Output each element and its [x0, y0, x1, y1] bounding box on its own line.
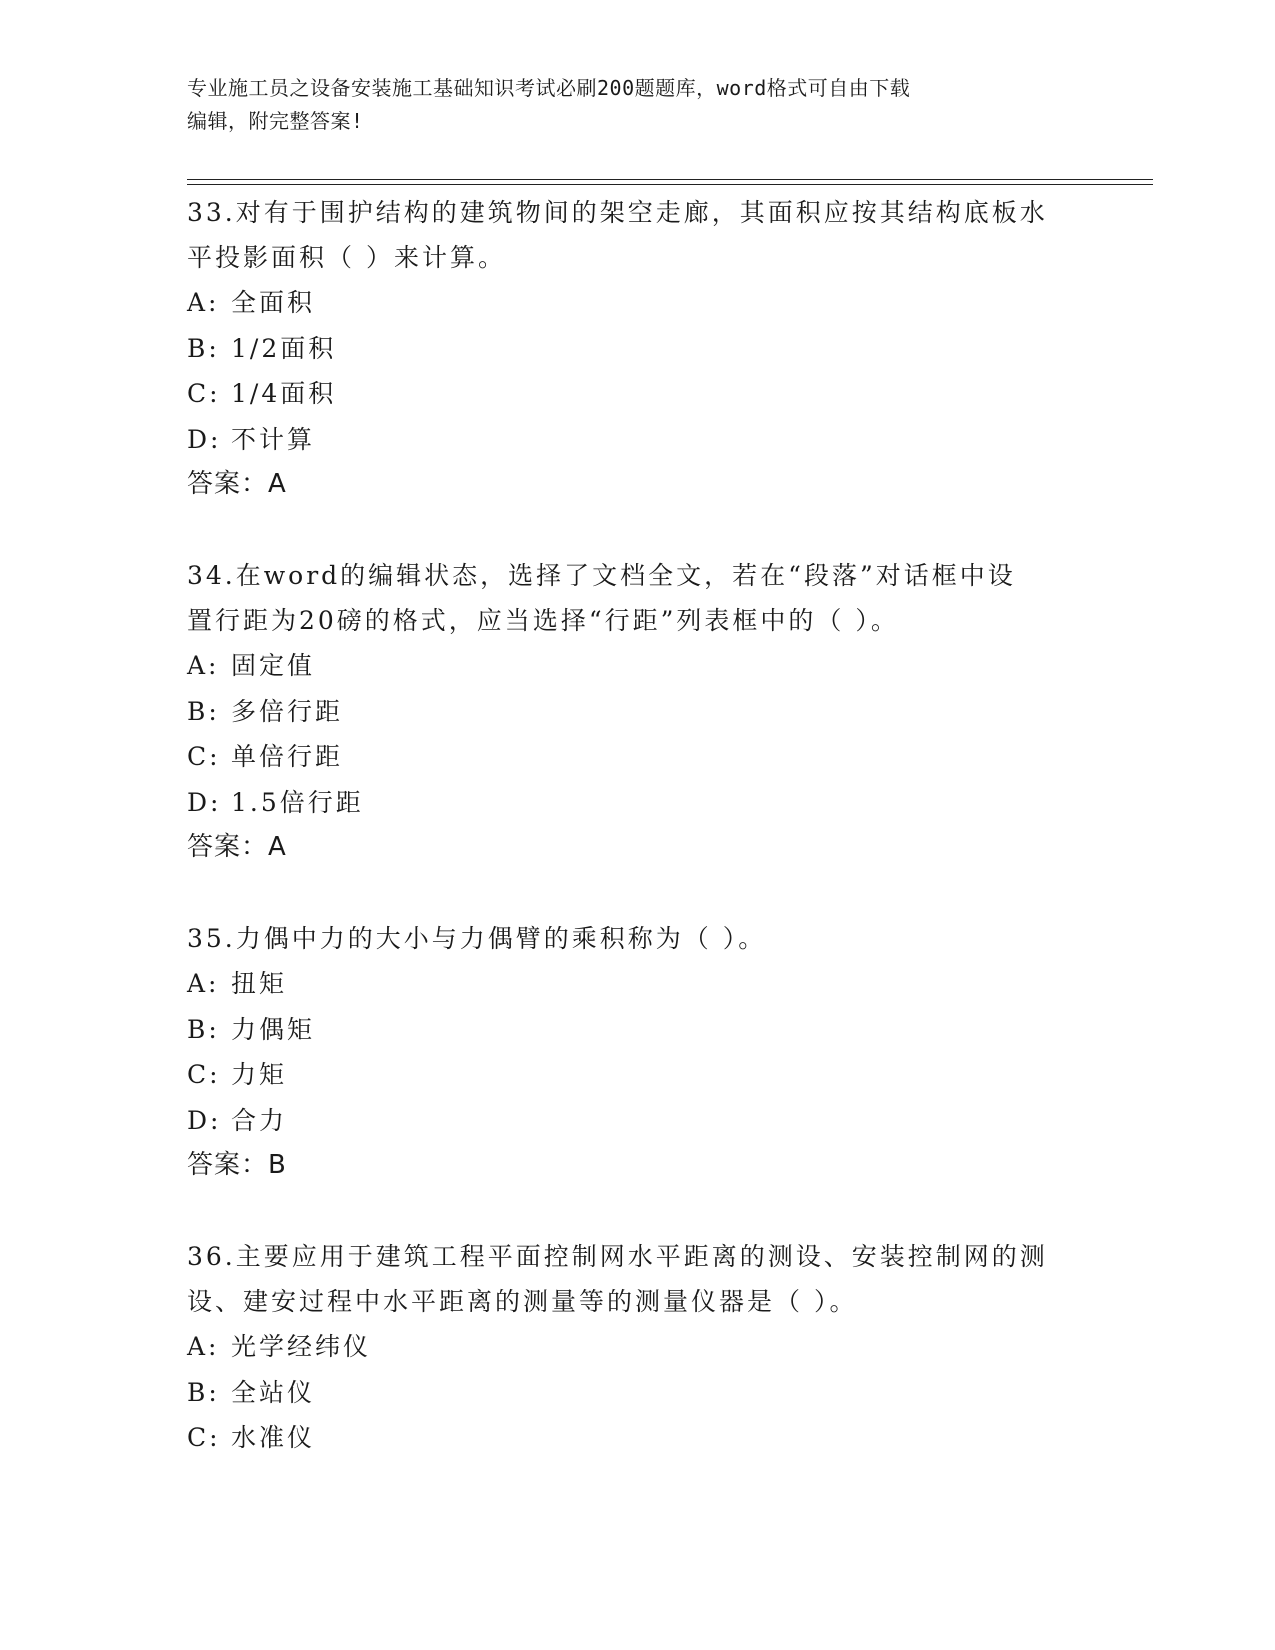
option-letter: A: [187, 1332, 220, 1361]
option-text: 多倍行距 [231, 696, 344, 726]
question-text-line: 36.主要应用于建筑工程平面控制网水平距离的测设、安装控制网的测 [187, 1242, 1048, 1271]
option-letter: A: [187, 288, 220, 317]
question-text-line: 平投影面积（ ）来计算。 [187, 243, 506, 272]
option-text: 固定值 [231, 651, 316, 680]
header-title-line-1: 专业施工员之设备安装施工基础知识考试必刷200题题库，word格式可自由下载 [187, 76, 911, 100]
header-divider-top [187, 179, 1153, 180]
option-c [187, 734, 1087, 780]
option-b [187, 689, 1087, 735]
option-text: 1/4面积 [231, 379, 337, 408]
spacer [187, 1188, 1087, 1234]
option-c [187, 1052, 1087, 1098]
option-text: 全站仪 [231, 1377, 316, 1407]
option-letter: D: [187, 1105, 222, 1135]
option-letter: C: [187, 742, 221, 771]
option-text: 单倍行距 [231, 742, 344, 771]
header-title-line-2: 编辑，附完整答案! [187, 109, 364, 133]
answer-line: 答案：B [187, 1150, 287, 1180]
option-text: 不计算 [231, 424, 316, 454]
option-c [187, 1415, 1087, 1461]
option-letter: D: [187, 424, 222, 454]
question-list [187, 190, 1087, 1461]
header-divider-bottom [187, 184, 1153, 185]
option-text: 1.5倍行距 [231, 787, 364, 817]
option-letter: D: [187, 787, 222, 817]
question-text-line: 33.对有于围护结构的建筑物间的架空走廊，其面积应按其结构底板水 [187, 198, 1048, 227]
spacer [187, 870, 1087, 916]
option-letter: A: [187, 969, 220, 998]
option-b [187, 1007, 1087, 1053]
question-text [187, 553, 1087, 643]
option-d [187, 417, 1087, 463]
question-36 [187, 1234, 1087, 1461]
option-text: 水准仪 [231, 1423, 316, 1452]
option-letter: C: [187, 379, 221, 408]
option-letter: B: [187, 1014, 220, 1044]
option-d [187, 780, 1087, 826]
question-text-line: 35.力偶中力的大小与力偶臂的乘积称为（ ）。 [187, 924, 767, 953]
option-letter: B: [187, 1377, 220, 1407]
question-text [187, 190, 1087, 280]
option-a [187, 1324, 1087, 1370]
option-b [187, 1370, 1087, 1416]
option-text: 1/2面积 [231, 333, 337, 363]
option-c [187, 371, 1087, 417]
option-letter: A: [187, 651, 220, 680]
spacer [187, 507, 1087, 553]
question-35 [187, 916, 1087, 1188]
question-text [187, 916, 1087, 961]
option-text: 扭矩 [231, 969, 288, 998]
option-text: 合力 [231, 1105, 288, 1135]
question-33 [187, 190, 1087, 507]
option-text: 光学经纬仪 [231, 1332, 372, 1361]
option-letter: C: [187, 1060, 221, 1089]
question-34 [187, 553, 1087, 870]
option-text: 力矩 [231, 1060, 288, 1089]
option-text: 全面积 [231, 288, 316, 317]
option-d [187, 1098, 1087, 1144]
question-text-line: 设、建安过程中水平距离的测量等的测量仪器是（ ）。 [187, 1287, 858, 1316]
option-a [187, 961, 1087, 1007]
answer-line: 答案：A [187, 832, 287, 862]
option-b [187, 326, 1087, 372]
option-a [187, 280, 1087, 326]
question-text [187, 1234, 1087, 1324]
option-text: 力偶矩 [231, 1014, 316, 1044]
question-text-line: 置行距为20磅的格式，应当选择“行距”列表框中的（ ）。 [187, 606, 899, 635]
option-letter: B: [187, 696, 220, 726]
answer-line: 答案：A [187, 469, 287, 499]
option-letter: B: [187, 333, 220, 363]
document-header [187, 72, 1067, 138]
question-text-line: 34.在word的编辑状态，选择了文档全文，若在“段落”对话框中设 [187, 561, 1016, 590]
option-a [187, 643, 1087, 689]
option-letter: C: [187, 1423, 221, 1452]
